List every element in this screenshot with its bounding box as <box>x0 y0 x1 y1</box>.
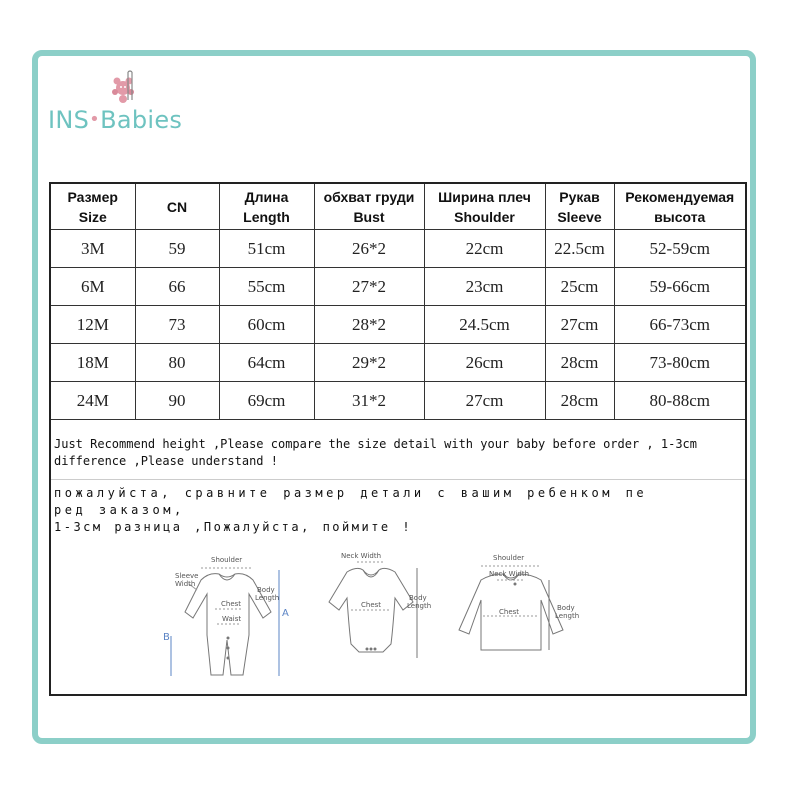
top-neck-width-label: Neck Width <box>489 570 530 578</box>
table-row <box>51 230 745 268</box>
teddy-bear-icon <box>108 70 138 106</box>
brand-wordmark <box>48 106 182 134</box>
cell-shoulder: 23cm <box>424 268 545 306</box>
header-bust: обхват груди Bust <box>314 184 424 230</box>
cell-bust: 27*2 <box>314 268 424 306</box>
top-shoulder-label: Shoulder <box>493 554 525 562</box>
cell-bust: 31*2 <box>314 382 424 420</box>
bodysuit-body-length-label-1: Body <box>409 594 427 602</box>
brand-name-left: INS <box>48 106 90 134</box>
english-note <box>51 424 745 480</box>
cell-bust: 26*2 <box>314 230 424 268</box>
cell-size: 18M <box>51 344 135 382</box>
romper-chest-label: Chest <box>221 600 242 608</box>
measurement-diagrams-svg <box>51 540 745 694</box>
cell-size: 12M <box>51 306 135 344</box>
romper-sleeve-width-label-1: Sleeve <box>175 572 199 580</box>
top-body-length-label-2: Length <box>555 612 580 620</box>
table-row <box>51 382 745 420</box>
cell-height: 59-66cm <box>614 268 745 306</box>
cell-bust: 29*2 <box>314 344 424 382</box>
cell-length: 64cm <box>219 344 314 382</box>
table-row <box>51 268 745 306</box>
cell-shoulder: 27cm <box>424 382 545 420</box>
header-length: Длина Length <box>219 184 314 230</box>
top-body-length-label-1: Body <box>557 604 575 612</box>
brand-name-right: Babies <box>100 106 183 134</box>
cell-height: 52-59cm <box>614 230 745 268</box>
table-row <box>51 306 745 344</box>
romper-waist-label: Waist <box>222 615 242 623</box>
cell-height: 80-88cm <box>614 382 745 420</box>
header-recommended-height: Рекомендуемая высота <box>614 184 745 230</box>
romper-marker-a: A <box>282 608 289 619</box>
size-chart-sheet <box>49 182 747 696</box>
cell-size: 3M <box>51 230 135 268</box>
bodysuit-neck-width-label: Neck Width <box>341 552 382 560</box>
cell-bust: 28*2 <box>314 306 424 344</box>
bodysuit-body-length-label-2: Length <box>407 602 432 610</box>
cell-cn: 90 <box>135 382 219 420</box>
russian-note-line: 1-3см разница ,Пожалуйста, поймите ! <box>54 520 413 534</box>
bodysuit-diagram <box>329 562 417 658</box>
cell-sleeve: 28cm <box>545 382 614 420</box>
russian-note-line: пожалуйста, сравните размер детали с вашим ребенком пе <box>54 486 648 500</box>
header-sleeve: Рукав Sleeve <box>545 184 614 230</box>
russian-note-line: ред заказом, <box>54 503 185 517</box>
bodysuit-chest-label: Chest <box>361 601 382 609</box>
cell-sleeve: 27cm <box>545 306 614 344</box>
russian-note <box>51 480 745 540</box>
cell-length: 51cm <box>219 230 314 268</box>
cell-shoulder: 24.5cm <box>424 306 545 344</box>
cell-sleeve: 28cm <box>545 344 614 382</box>
cell-length: 69cm <box>219 382 314 420</box>
cell-cn: 59 <box>135 230 219 268</box>
romper-marker-b: B <box>163 632 170 643</box>
english-note-line: difference ,Please understand ! <box>54 454 278 468</box>
brand-logo <box>48 70 208 140</box>
cell-length: 55cm <box>219 268 314 306</box>
header-cn: CN <box>135 184 219 230</box>
romper-shoulder-label: Shoulder <box>211 556 243 564</box>
cell-size: 6M <box>51 268 135 306</box>
cell-shoulder: 22cm <box>424 230 545 268</box>
cell-cn: 73 <box>135 306 219 344</box>
cell-sleeve: 25cm <box>545 268 614 306</box>
romper-sleeve-width-label-2: Width <box>175 580 196 588</box>
cell-cn: 80 <box>135 344 219 382</box>
cell-height: 66-73cm <box>614 306 745 344</box>
brand-separator: • <box>89 109 101 130</box>
table-header-row <box>51 184 745 230</box>
romper-body-length-label-2: Length <box>255 594 280 602</box>
size-table <box>51 184 745 420</box>
measurement-diagrams <box>51 540 745 694</box>
table-row <box>51 344 745 382</box>
cell-length: 60cm <box>219 306 314 344</box>
english-note-line: Just Recommend height ,Please compare the size detail with your baby before order , 1-3cm <box>54 437 697 451</box>
cell-cn: 66 <box>135 268 219 306</box>
header-size: Размер Size <box>51 184 135 230</box>
cell-sleeve: 22.5cm <box>545 230 614 268</box>
cell-height: 73-80cm <box>614 344 745 382</box>
cell-shoulder: 26cm <box>424 344 545 382</box>
top-chest-label: Chest <box>499 608 520 616</box>
cell-size: 24M <box>51 382 135 420</box>
romper-body-length-label-1: Body <box>257 586 275 594</box>
header-shoulder: Ширина плеч Shoulder <box>424 184 545 230</box>
